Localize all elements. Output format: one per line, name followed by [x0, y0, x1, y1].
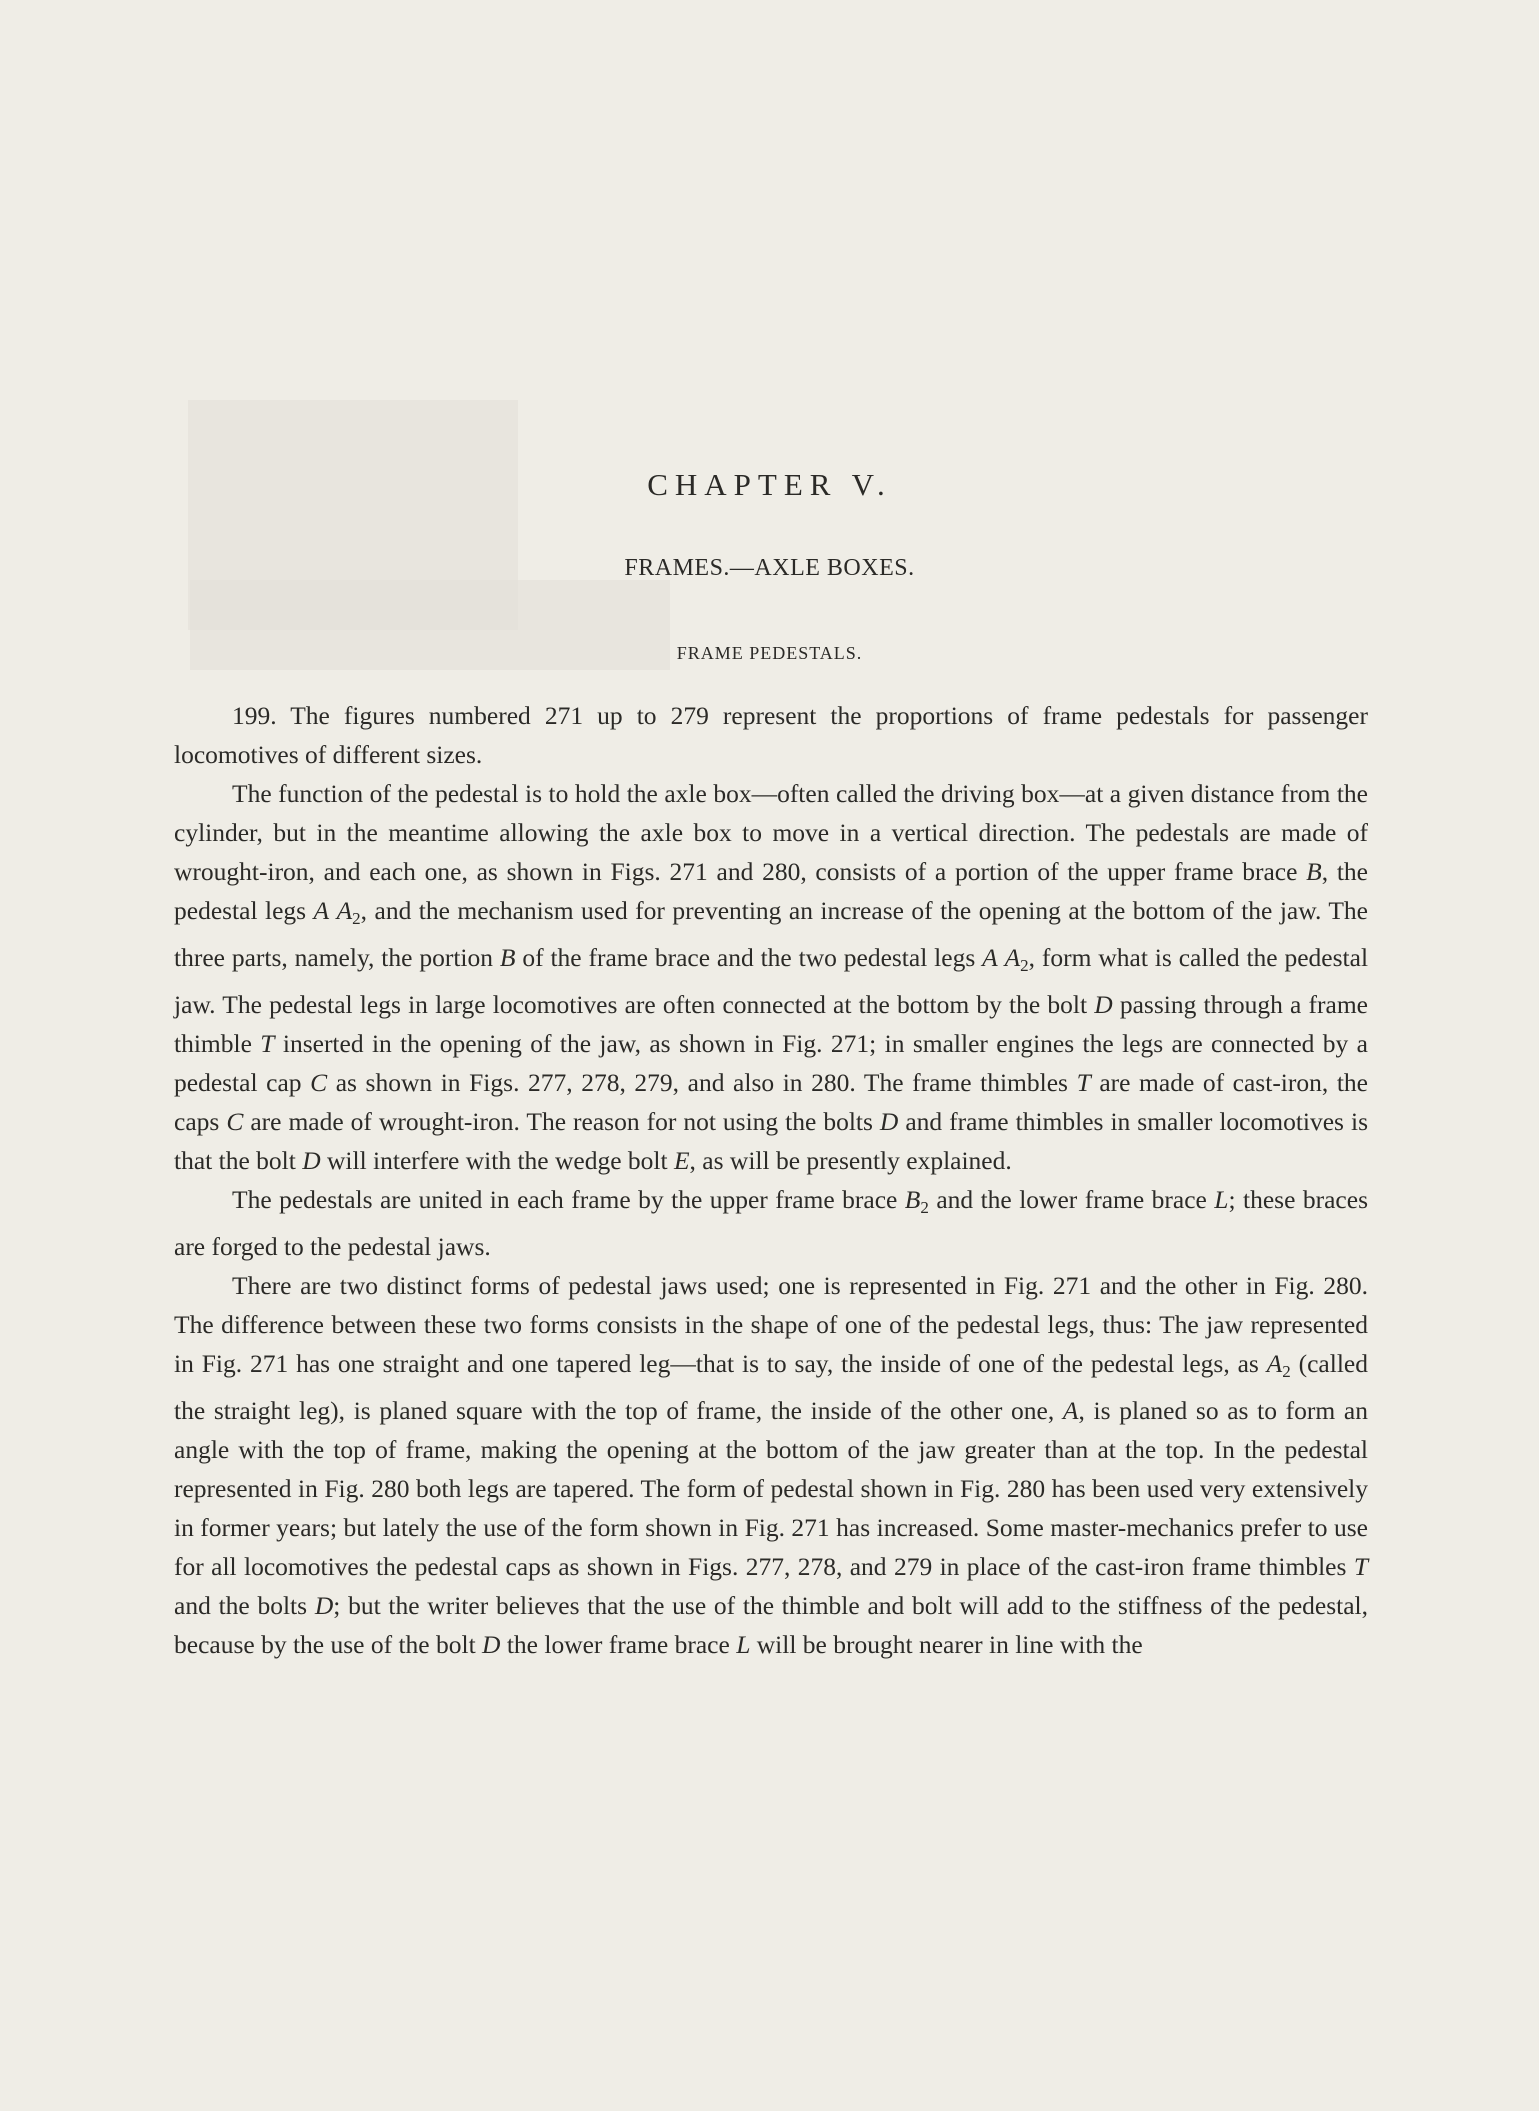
variable-symbol: A: [313, 896, 330, 925]
text-run: will interfere with the wedge bolt: [320, 1146, 674, 1175]
variable-symbol: C: [226, 1107, 244, 1136]
text-run: ; but the writer believes that the use of the thimble and bolt will add to the stiffness of the pedestal, because by the use of the bolt: [174, 1591, 1368, 1659]
variable-symbol: A: [1004, 943, 1021, 972]
body-text: [174, 696, 1368, 1664]
variable-symbol: A: [1266, 1349, 1283, 1378]
text-run: of the frame brace and the two pedestal legs: [515, 943, 983, 972]
text-run: (called the straight leg), is planed square with the top of frame, the inside of the other one,: [174, 1349, 1368, 1425]
text-run: The function of the pedestal is to hold the axle box—often called the driving box—at a given distance from the cylinder, but in the meantime allowing the axle box to move in a vertical direction. The pedestals are made of wrought-iron, and each one, as shown in Figs. 271 and 280, consists of a portion of the upper frame brace: [174, 779, 1368, 886]
paragraph: [174, 696, 1368, 774]
text-run: passing through a frame thimble: [174, 990, 1368, 1058]
subscript: 2: [1020, 956, 1029, 975]
text-run: , the pedestal legs: [174, 857, 1368, 925]
variable-symbol: L: [1214, 1185, 1229, 1214]
variable-symbol: E: [673, 1146, 690, 1175]
text-run: [998, 943, 1005, 972]
variable-symbol: D: [879, 1107, 899, 1136]
variable-symbol: D: [302, 1146, 321, 1175]
text-run: and the bolts: [174, 1591, 315, 1620]
text-run: the lower frame brace: [500, 1630, 737, 1659]
variable-symbol: B: [499, 943, 516, 972]
subscript: 2: [1282, 1362, 1291, 1381]
variable-symbol: T: [1076, 1068, 1091, 1097]
text-run: and the lower frame brace: [928, 1185, 1215, 1214]
paragraph: [174, 1180, 1368, 1266]
text-run: There are two distinct forms of pedestal jaws used; one is represented in Fig. 271 and the other in Fig. 280. The difference between these two forms consists in the shape of one of the pedestal legs, thus: The jaw represented in Fig. 271 has one straight and one tapered leg—that is to say, the inside of one of the pedestal legs, as: [174, 1271, 1368, 1378]
variable-symbol: A: [982, 943, 998, 972]
subsection-title: FRAME PEDESTALS.: [676, 643, 863, 663]
variable-symbol: C: [310, 1068, 328, 1097]
variable-symbol: T: [260, 1029, 275, 1058]
text-run: are made of cast-iron, the caps: [174, 1068, 1368, 1136]
text-run: are made of wrought-iron. The reason for not using the bolts: [243, 1107, 880, 1136]
text-run: , as will be presently explained.: [689, 1146, 1012, 1175]
variable-symbol: B: [904, 1185, 921, 1214]
variable-symbol: T: [1353, 1552, 1368, 1581]
subscript: 2: [352, 909, 361, 928]
variable-symbol: D: [1094, 990, 1113, 1019]
variable-symbol: A: [336, 896, 353, 925]
paragraph: [174, 774, 1368, 1180]
text-run: 199. The figures numbered 271 up to 279 represent the proportions of frame pedestals for passenger locomotives of different sizes.: [174, 701, 1368, 769]
paragraph: [174, 1266, 1368, 1664]
text-run: , is planed so as to form an angle with the top of frame, making the opening at the bottom of the jaw greater than at the top. In the pedestal represented in Fig. 280 both legs are tapered. The form of pedestal shown in Fig. 280 has been used very extensively in former years; but lately the use of the form shown in Fig. 271 has increased. Some master-mechanics prefer to use for all locomotives the pedestal caps as shown in Figs. 277, 278, and 279 in place of the cast-iron frame thimbles: [174, 1396, 1368, 1581]
text-run: The pedestals are united in each frame by the upper frame brace: [232, 1185, 905, 1214]
variable-symbol: L: [736, 1630, 751, 1659]
variable-symbol: D: [482, 1630, 501, 1659]
text-run: and frame thimbles in smaller locomotives is that the bolt: [174, 1107, 1368, 1175]
text-run: as shown in Figs. 277, 278, 279, and also in 280. The frame thimbles: [327, 1068, 1077, 1097]
variable-symbol: A: [1062, 1396, 1079, 1425]
text-run: inserted in the opening of the jaw, as shown in Fig. 271; in smaller engines the legs are connected by a pedestal cap: [174, 1029, 1368, 1097]
subscript: 2: [920, 1198, 929, 1217]
text-run: , form what is called the pedestal jaw. The pedestal legs in large locomotives are often connected at the bottom by the bolt: [174, 943, 1369, 1019]
chapter-title: CHAPTER V.: [647, 467, 892, 502]
text-run: will be brought nearer in line with the: [750, 1630, 1143, 1659]
variable-symbol: B: [1306, 857, 1322, 886]
text-run: ; these braces are forged to the pedestal jaws.: [174, 1185, 1368, 1261]
text-run: , and the mechanism used for preventing an increase of the opening at the bottom of the jaw. The three parts, namely, the portion: [174, 896, 1368, 972]
text-run: [329, 896, 336, 925]
section-title: FRAMES.—AXLE BOXES.: [624, 555, 915, 581]
variable-symbol: D: [314, 1591, 334, 1620]
